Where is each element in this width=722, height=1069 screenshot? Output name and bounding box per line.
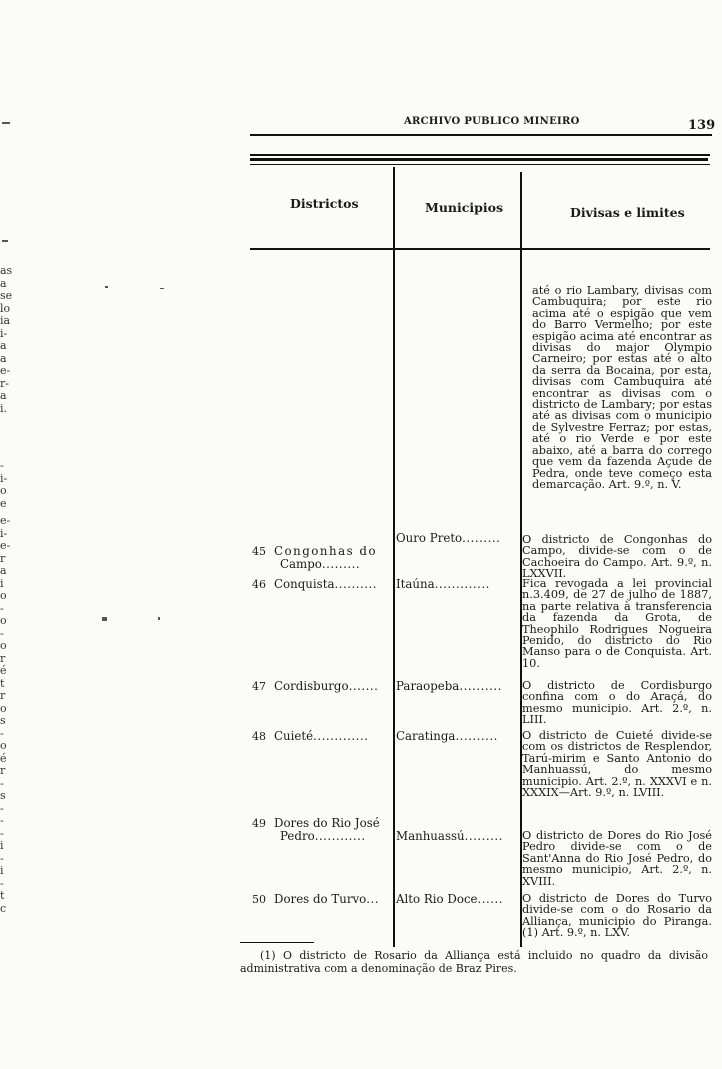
margin-fragment: s	[0, 714, 6, 727]
divisa-text: Fica revogada a lei provincial n.3.409, de 27 de julho de 1887, na parte relativa à transferencia da fazenda da Grota, de Theophilo Rodrigues Nogueira Penido, do districto do Rio Manso para o de Conquista. Art. 10.	[522, 577, 712, 670]
margin-fragment: r	[0, 764, 6, 777]
district-line: Campo	[280, 557, 322, 571]
margin-fragment: o	[0, 701, 7, 715]
row-number: 46	[252, 578, 266, 591]
district-line: Dores do Rio José	[274, 816, 380, 830]
margin-fragment: t	[0, 676, 5, 690]
footnote-rule	[240, 942, 314, 943]
margin-fragment: i	[0, 576, 4, 590]
page-number: 139	[688, 118, 716, 133]
divisa-text: O districto de Congonhas do Campo, divide-se com o de Cachoeira do Campo. Art. 9.º, n. LXXVII.	[522, 533, 712, 581]
district-line: Cordisburgo	[274, 679, 349, 693]
municipio-label: Paraopeba	[396, 679, 460, 693]
district-name: Dores do Rio José Pedro............	[274, 816, 380, 843]
margin-fragment: lo	[0, 301, 11, 315]
margin-fragment: o	[0, 739, 7, 752]
print-speck	[105, 286, 108, 288]
margin-fragment: e-	[0, 539, 11, 552]
margin-fragment: a	[0, 276, 7, 290]
district-line: Pedro	[280, 829, 315, 843]
table-top-rule	[250, 154, 710, 156]
row-number: 50	[252, 893, 266, 906]
left-margin-fragments	[0, 460, 14, 510]
print-speck	[102, 617, 107, 621]
margin-fragment: o	[0, 484, 7, 497]
district-name: Congonhas do Campo.........	[274, 544, 378, 571]
margin-fragment: o	[0, 614, 7, 627]
margin-fragment: e-	[0, 364, 11, 377]
margin-fragment: a	[0, 351, 7, 365]
municipio-name: Itaúna.............	[396, 577, 490, 591]
continuation-paragraph: até o rio Lambary, divisas com Cambuquira; por este rio acima até o espigão que vem do Barro Vermelho; por este espigão acima até encontrar as divisas do major Olympio Carneiro; por estas até o alto da serra da Bocaina, por esta, divisas com Cambuquira até encontrar as divisas com o districto de Lambary; por estas até as divisas com o municipio de Sylvestre Ferraz; por estas, até o rio Verde e por este abaixo, até a barra do corrego que vem da fazenda Açude de Pedra, onde teve começo esta demarcação. Art. 9.º, n. V.	[532, 284, 712, 491]
margin-fragment: r	[0, 689, 6, 702]
running-header-title: ARCHIVO PUBLICO MINEIRO	[404, 116, 580, 127]
margin-fragment: -	[0, 626, 4, 640]
margin-fragment: i-	[0, 526, 8, 540]
district-name: Cordisburgo.......	[274, 679, 379, 693]
margin-fragment: i.	[0, 401, 8, 415]
column-header-rule	[250, 248, 710, 250]
municipio-name: Ouro Preto.........	[396, 531, 501, 545]
margin-fragment: e-	[0, 514, 11, 527]
divisa-text: O districto de Cuieté divide-se com os districtos de Resplendor, Tarú-mirim e Santo Antonio do Manhuassú, do mesmo municipio. Art. 2.º, n. XXXVI e n. XXXIX—Art. 9.º, n. LVIII.	[522, 729, 712, 800]
margin-fragment: a	[0, 389, 7, 402]
margin-fragment: -	[0, 801, 4, 815]
margin-fragment: i	[0, 864, 4, 877]
footnote: (1) O districto de Rosario da Alliança está incluido no quadro da divisão administrativa com a denominação de Braz Pires.	[240, 949, 708, 975]
district-line: Dores do Turvo	[274, 892, 367, 906]
municipio-name: Alto Rio Doce......	[396, 892, 504, 906]
municipio-label: Ouro Preto	[396, 531, 463, 545]
margin-fragment: é	[0, 751, 7, 765]
divisa-text: O districto de Dores do Turvo divide-se com o do Rosario da Alliança, municipio do Piranga. (1) Art. 9.º, n. LXV.	[522, 892, 712, 940]
table-top-rule-thin	[250, 164, 710, 165]
margin-fragment: ia	[0, 314, 11, 327]
divisa-text: O districto de Dores do Rio José Pedro divide-se com o de Sant'Anna do Rio José Pedro, do mesmo municipio, Art. 2.º, n. XVIII.	[522, 829, 712, 888]
margin-fragment: -	[0, 876, 4, 890]
district-line: Conquista	[274, 577, 335, 591]
margin-fragment: i	[0, 839, 4, 852]
column-separator-1	[393, 167, 395, 947]
margin-fragment: -	[0, 826, 4, 840]
margin-fragment: -	[0, 776, 4, 790]
margin-fragment: r	[0, 551, 6, 565]
margin-fragment: e	[0, 496, 7, 510]
margin-fragment: t	[0, 889, 5, 902]
print-speck	[2, 240, 8, 242]
margin-fragment: -	[0, 459, 4, 472]
margin-fragment: i-	[0, 326, 8, 340]
margin-fragment: s	[0, 789, 6, 802]
row-number: 47	[252, 680, 266, 693]
left-margin-fragments	[0, 515, 14, 915]
district-name: Conquista..........	[274, 577, 377, 591]
column-header-districtos: Districtos	[290, 196, 359, 211]
municipio-name: Manhuassú.........	[396, 829, 503, 843]
margin-fragment: r	[0, 651, 6, 665]
header-rule	[250, 134, 712, 136]
margin-fragment: -	[0, 601, 4, 615]
margin-fragment: as	[0, 264, 13, 277]
margin-fragment: -	[0, 814, 4, 827]
margin-fragment: r-	[0, 376, 9, 390]
municipio-name: Caratinga..........	[396, 729, 498, 743]
row-number: 49	[252, 817, 266, 830]
divisa-text: O districto de Cordisburgo confina com o do Araçá, do mesmo municipio. Art. 2.º, n. LIII.	[522, 679, 712, 727]
row-number: 48	[252, 730, 266, 743]
margin-fragment: o	[0, 589, 7, 602]
print-speck	[160, 288, 164, 289]
municipio-label: Itaúna	[396, 577, 435, 591]
column-header-municipios: Municipios	[425, 200, 503, 215]
margin-fragment: se	[0, 289, 13, 302]
margin-fragment: a	[0, 564, 7, 577]
district-name: Cuieté.............	[274, 729, 369, 743]
municipio-label: Manhuassú	[396, 829, 465, 843]
row-number: 45	[252, 545, 266, 558]
margin-fragment: o	[0, 639, 7, 652]
margin-fragment: -	[0, 726, 4, 740]
margin-fragment: -	[0, 851, 4, 865]
margin-fragment: i-	[0, 471, 8, 485]
column-header-divisas: Divisas e limites	[570, 205, 685, 220]
municipio-label: Alto Rio Doce	[396, 892, 478, 906]
table-top-rule-thick	[250, 158, 708, 161]
print-speck	[158, 617, 160, 620]
municipio-name: Paraopeba..........	[396, 679, 502, 693]
district-line: Congonhas do	[274, 544, 378, 558]
municipio-label: Caratinga	[396, 729, 456, 743]
district-name: Dores do Turvo...	[274, 892, 380, 906]
district-line: Cuieté	[274, 729, 314, 743]
margin-fragment: c	[0, 901, 7, 915]
print-speck	[2, 122, 10, 124]
margin-fragment: é	[0, 664, 7, 677]
left-margin-fragments	[0, 265, 14, 415]
margin-fragment: a	[0, 339, 7, 352]
